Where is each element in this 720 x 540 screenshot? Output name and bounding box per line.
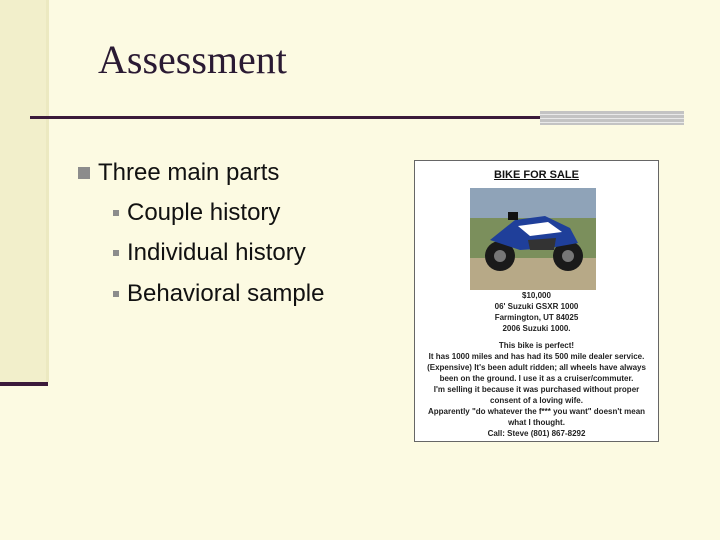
- bullet-sub: [113, 239, 306, 267]
- ad-body-line: been on the ground. I use it as a cruiser/commuter.: [439, 374, 634, 383]
- ad-body-line: It has 1000 miles and has had its 500 mile dealer service.: [428, 352, 645, 361]
- slide-title: Assessment: [98, 37, 287, 82]
- ad-model: 06' Suzuki GSXR 1000: [494, 302, 579, 311]
- ad-body-line: what I thought.: [508, 418, 565, 427]
- ad-body-line: I'm selling it because it was purchased without proper: [433, 385, 640, 394]
- left-decor-foot: [0, 382, 48, 386]
- bullet-square-icon: [113, 210, 119, 216]
- ad-heading: BIKE FOR SALE: [494, 169, 579, 181]
- bullet-sub: [113, 199, 280, 227]
- ad-body-line: Apparently "do whatever the f*** you want" doesn't mean: [427, 407, 646, 416]
- bullet-square-icon: [78, 167, 90, 179]
- ad-location: Farmington, UT 84025: [494, 313, 579, 322]
- bullet-main: [78, 159, 279, 187]
- ad-price: $10,000: [522, 291, 551, 300]
- ad-contact: Call: Steve (801) 867-8292: [487, 429, 586, 438]
- left-decor-border: [46, 0, 49, 382]
- ad-body-line: This bike is perfect!: [498, 341, 575, 350]
- motorcycle-icon: [470, 188, 596, 290]
- bullet-sub-text: Couple history: [127, 199, 281, 226]
- ad-year: 2006 Suzuki 1000.: [502, 324, 571, 333]
- ad-body-line: consent of a loving wife.: [490, 396, 583, 405]
- ad-body-line: (Expensive) It's been adult ridden; all wheels have always: [427, 363, 646, 372]
- title-rule: [30, 116, 540, 119]
- bullet-main-text: Three main parts: [98, 159, 280, 186]
- bullet-sub-text: Behavioral sample: [127, 280, 325, 307]
- bike-ad-image: [414, 160, 659, 442]
- motorcycle-photo: [470, 188, 596, 290]
- title-rule-accent: [540, 111, 684, 125]
- bullet-sub-text: Individual history: [127, 239, 306, 266]
- bullet-sub: [113, 280, 324, 308]
- left-decor-band: [0, 0, 46, 382]
- bullet-square-icon: [113, 291, 119, 297]
- bullet-square-icon: [113, 250, 119, 256]
